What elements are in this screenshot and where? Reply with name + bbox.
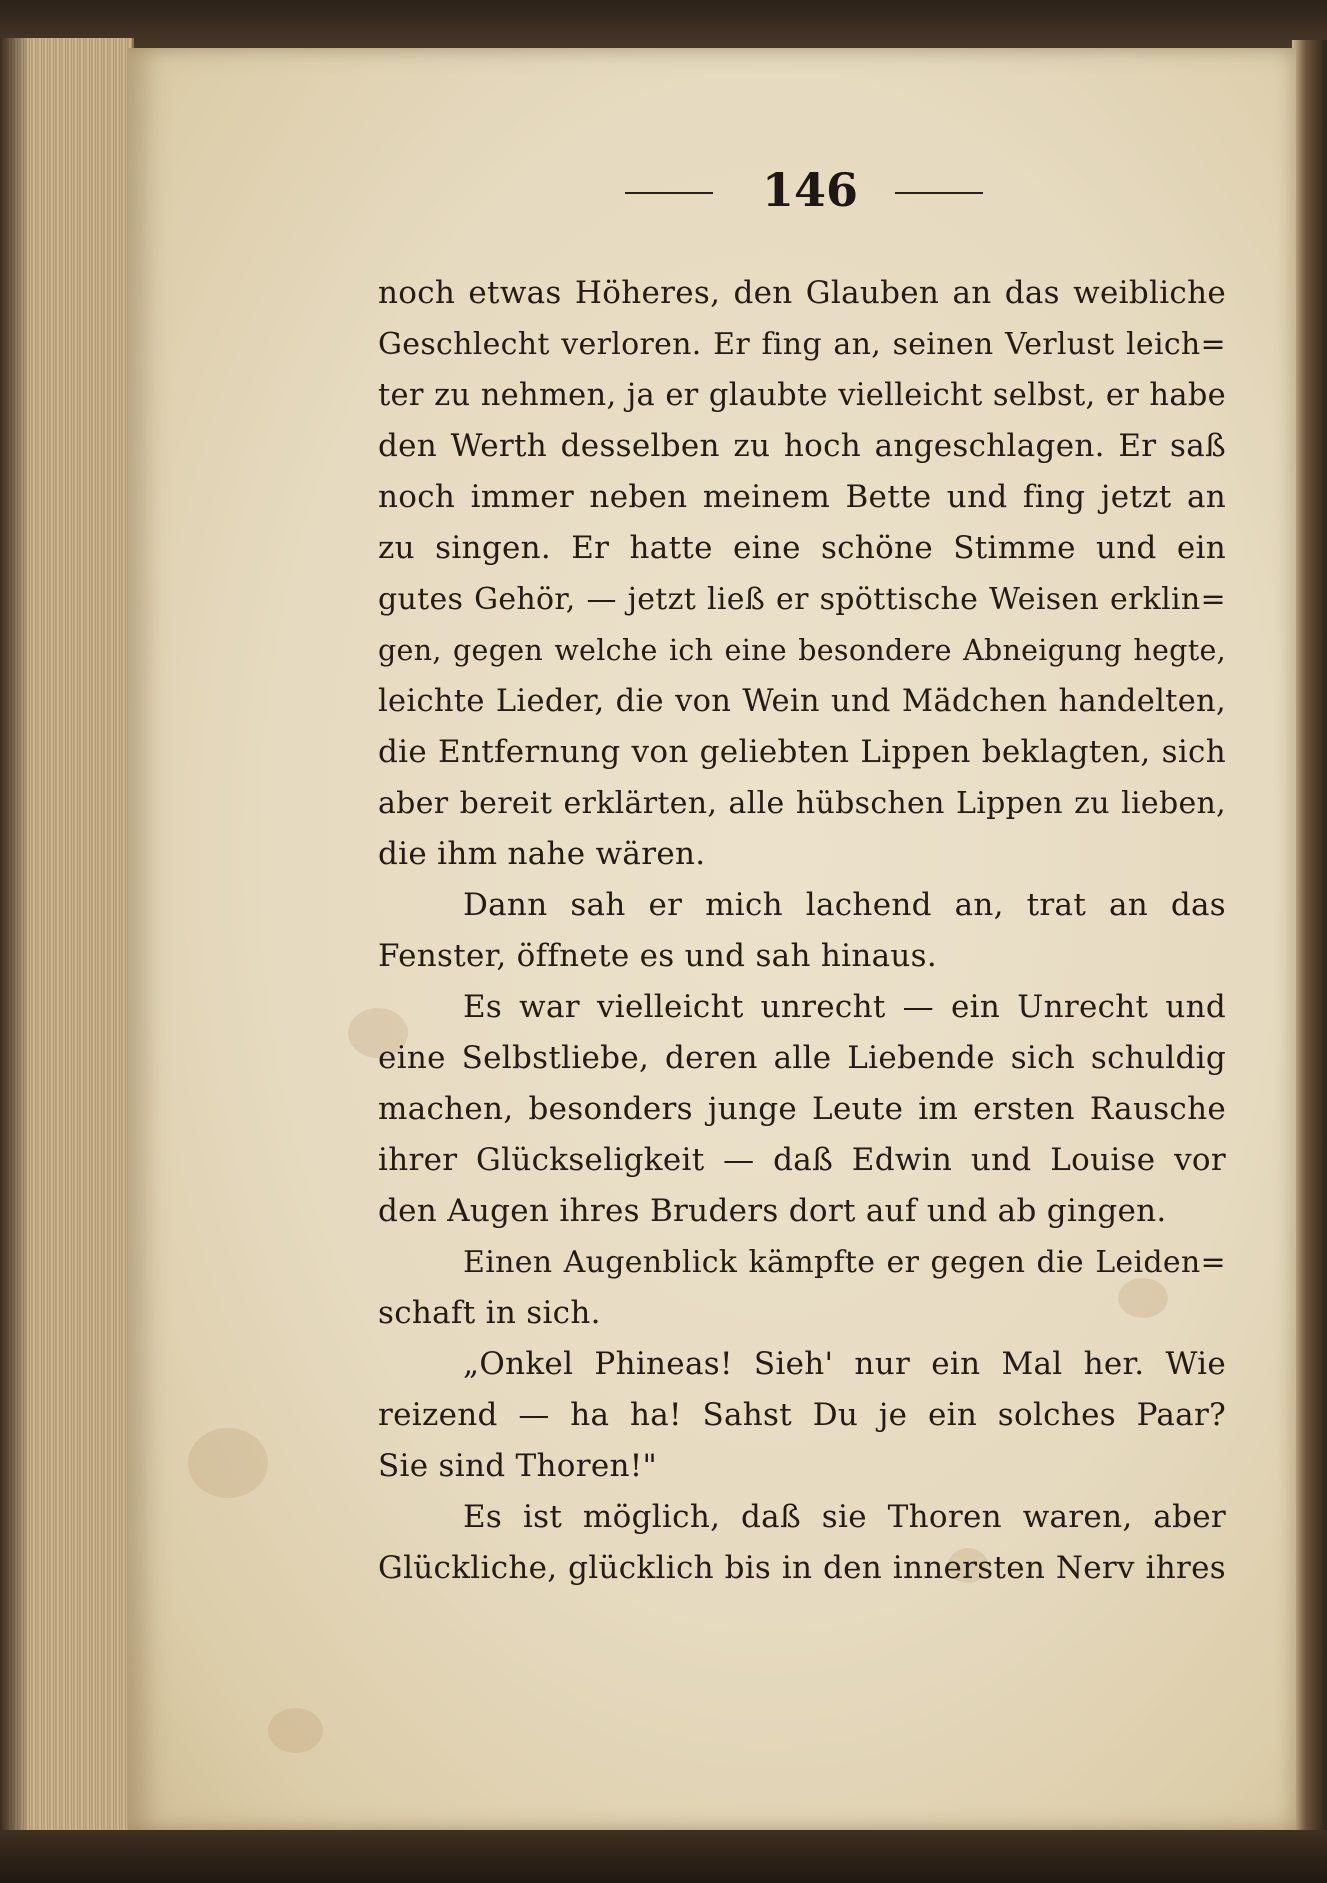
paragraph: [378, 268, 1226, 880]
right-cover-edge: [1292, 40, 1327, 1840]
text-line: Es ist möglich, daß sie Thoren waren, aber: [463, 1499, 1226, 1535]
text-line: schaft in sich.: [378, 1295, 601, 1331]
text-line: ihrer Glückseligkeit — daß Edwin und Louise vor: [378, 1142, 1226, 1178]
text-line: ter zu nehmen, ja er glaubte vielleicht selbst, er habe: [378, 378, 1226, 413]
text-line: zu singen. Er hatte eine schöne Stimme und ein: [378, 530, 1226, 566]
page-header: [0, 160, 1327, 220]
text-line: Dann sah er mich lachend an, trat an das: [463, 887, 1226, 923]
text-line: gutes Gehör, — jetzt ließ er spöttische Weisen erklin=: [378, 582, 1226, 617]
text-line: den Augen ihres Bruders dort auf und ab gingen.: [378, 1193, 1167, 1229]
page-edges-shadow: [0, 38, 30, 1838]
text-line: Glückliche, glücklich bis in den innersten Nerv ihres: [378, 1550, 1226, 1586]
foxing-spot: [268, 1708, 323, 1753]
page-number: 146: [761, 163, 859, 217]
text-line: leichte Lieder, die von Wein und Mädchen handelten,: [378, 684, 1226, 719]
paragraph: [378, 880, 1226, 982]
top-binding: [0, 0, 1327, 52]
header-rule-right: [895, 192, 983, 194]
text-line: noch etwas Höheres, den Glauben an das weibliche: [378, 275, 1226, 311]
text-line: aber bereit erklärten, alle hübschen Lippen zu lieben,: [378, 786, 1226, 821]
text-line: noch immer neben meinem Bette und fing jetzt an: [378, 479, 1226, 515]
header-rule-left: [625, 192, 713, 194]
text-line: Geschlecht verloren. Er fing an, seinen Verlust leich=: [378, 327, 1226, 362]
text-line: eine Selbstliebe, deren alle Liebende sich schuldig: [378, 1040, 1226, 1076]
paragraph: [378, 1339, 1226, 1492]
text-line: Es war vielleicht unrecht — ein Unrecht und: [463, 989, 1226, 1025]
paragraph: [378, 1237, 1226, 1339]
text-line: die Entfernung von geliebten Lippen beklagten, sich: [378, 734, 1226, 770]
text-line: die ihm nahe wären.: [378, 836, 706, 872]
text-line: Fenster, öffnete es und sah hinaus.: [378, 938, 938, 974]
bottom-binding: [0, 1830, 1327, 1883]
text-line: reizend — ha ha! Sahst Du je ein solches Paar?: [378, 1397, 1226, 1433]
paragraph: [378, 1492, 1226, 1594]
text-line: Sie sind Thoren!": [378, 1448, 658, 1484]
text-line: machen, besonders junge Leute im ersten Rausche: [378, 1091, 1226, 1127]
foxing-spot: [188, 1428, 268, 1498]
text-line: gen, gegen welche ich eine besondere Abneigung hegte,: [378, 634, 1226, 667]
text-line: „Onkel Phineas! Sieh' nur ein Mal her. Wie: [463, 1346, 1226, 1382]
text-line: Einen Augenblick kämpfte er gegen die Leiden=: [463, 1245, 1226, 1280]
text-line: den Werth desselben zu hoch angeschlagen. Er saß: [378, 428, 1226, 464]
page-body-text: [378, 268, 1226, 1594]
paragraph: [378, 982, 1226, 1237]
